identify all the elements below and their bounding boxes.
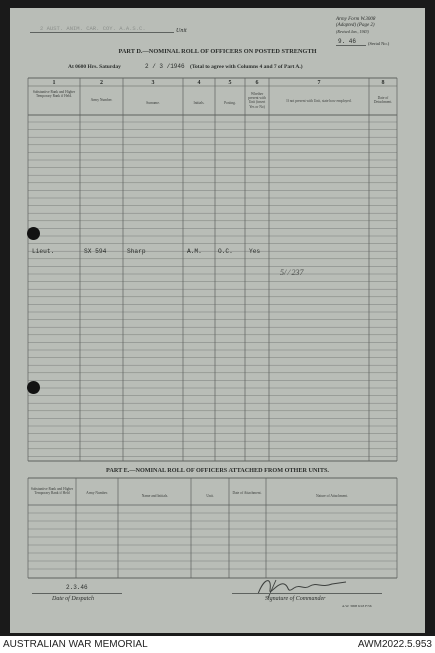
part-e-title: PART E.—NOMINAL ROLL OF OFFICERS ATTACHED FROM OTHER UNITS. xyxy=(106,467,329,474)
handwritten-note: 5/ ⁄ 237 xyxy=(280,268,304,277)
row-posting: O.C. xyxy=(218,248,233,255)
col-header-rank: Substantive Rank and Higher Temporary Rank if Held xyxy=(30,487,74,496)
unit-label: Unit xyxy=(176,28,187,34)
col-header-army-number: Army Number. xyxy=(90,98,113,102)
part-d-at-prefix: At 0600 Hrs. Saturday xyxy=(68,64,121,70)
despatch-underline xyxy=(32,593,122,594)
row-initials: A.M. xyxy=(187,248,202,255)
col-header-date: Date of Detachment. xyxy=(373,96,393,105)
despatch-date: 2.3.46 xyxy=(66,584,88,591)
despatch-label: Date of Despatch xyxy=(52,596,94,602)
col-header-present: Whether present with Unit (insert Yes or No) xyxy=(248,92,266,109)
col-header-not-present: If not present with Unit, state how employed. xyxy=(286,99,352,103)
col-number: 6 xyxy=(255,80,259,86)
col-number: 4 xyxy=(197,80,201,86)
col-number: 1 xyxy=(52,80,56,86)
row-surname: Sharp xyxy=(127,248,146,255)
row-rank: Lieut. xyxy=(32,248,55,255)
col-header-army-number: Army Number. xyxy=(86,491,108,495)
col-header-initials: Initials. xyxy=(193,101,205,105)
col-number: 7 xyxy=(317,80,321,86)
caption-left: AUSTRALIAN WAR MEMORIAL xyxy=(3,639,148,650)
signature-underline xyxy=(232,593,382,594)
col-header-rank: Substantive Rank and Higher Temporary Rank if Held. xyxy=(32,90,76,99)
col-header-unit: Unit. xyxy=(206,494,214,498)
part-d-date: 2 / 3 /1946 xyxy=(145,63,185,70)
col-number: 5 xyxy=(228,80,232,86)
col-header-name: Name and Initials. xyxy=(141,494,169,498)
col-header-surname: Surname. xyxy=(146,101,160,105)
punch-hole xyxy=(27,381,40,394)
archive-caption xyxy=(0,636,435,653)
punch-hole xyxy=(27,227,40,240)
printer-mark: A.W. 3008 6/43 F/56 xyxy=(342,604,372,608)
army-form-line: (Revised Jan., 1943) xyxy=(336,29,369,34)
col-header-date-attachment: Date of Attachment. xyxy=(232,491,262,495)
row-present: Yes xyxy=(249,248,261,255)
col-number: 8 xyxy=(381,80,385,86)
form-page xyxy=(10,8,425,633)
col-header-nature: Nature of Attachment. xyxy=(315,494,349,498)
col-number: 2 xyxy=(100,80,103,86)
caption-right: AWM2022.5.953 xyxy=(357,639,432,650)
col-header-posting: Posting. xyxy=(224,101,236,105)
serial-value: 9. 46 xyxy=(338,38,357,45)
row-army-number: SX 594 xyxy=(84,248,107,255)
army-form-line: (Adapted) (Page 2) xyxy=(336,23,375,28)
serial-label: (Serial No.) xyxy=(368,41,390,46)
army-form-line: Army Form W.3008 xyxy=(336,17,376,22)
part-d-at-suffix: (Total to agree with Columns 4 and 7 of Part A.) xyxy=(190,64,303,70)
part-d-title: PART D.—NOMINAL ROLL OF OFFICERS ON POSTED STRENGTH xyxy=(118,48,317,55)
col-number: 3 xyxy=(151,80,155,86)
unit-typed: 2 AUST. ANIM. CAR. COY. A.A.S.C. xyxy=(40,25,146,32)
signature-label: Signature of Commander xyxy=(265,596,326,602)
